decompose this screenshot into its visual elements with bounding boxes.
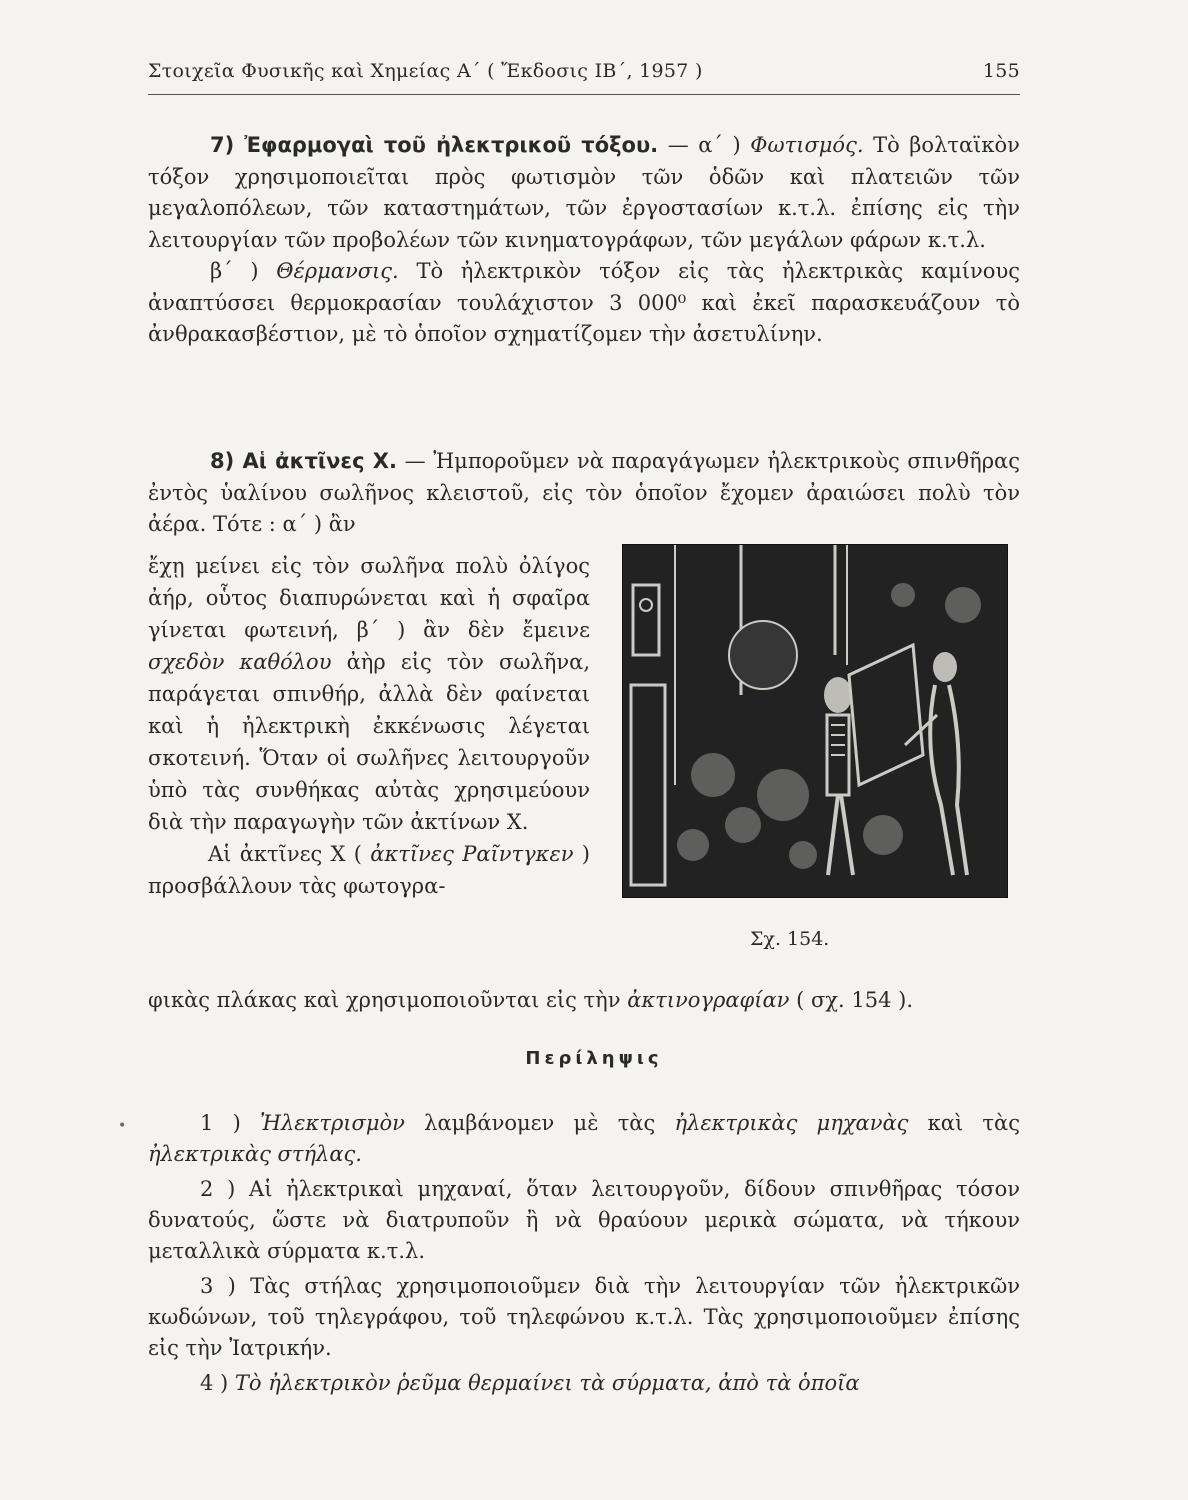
margin-mark: • (118, 1118, 127, 1134)
xray-figure (622, 544, 1008, 898)
sub-a-label: — α΄ ) (667, 133, 741, 157)
summary-item-text: καὶ τὰς (927, 1111, 1020, 1135)
section-8-intro-text: — Ἠμποροῦμεν νὰ παραγάγωμεν ἠλεκτρικοὺς σπινθῆρας ἐντὸς ὑαλίνου σωλῆνος κλειστοῦ, εἰς τὸν ὁποῖον ἔχομεν ἀραιώσει πολὺ τὸν ἀέρα. Τότε : α΄ ) ἂν (148, 449, 1020, 536)
section-8-heading: 8) Αἱ ἀκτῖνες Χ. (210, 449, 397, 473)
summary-item-number: 3 ) (200, 1274, 236, 1298)
cont-text: φικὰς πλάκας καὶ χρησιμοποιοῦνται εἰς τὴν (148, 988, 621, 1012)
col-text-4: ) προσβάλλουν τὰς φωτογρα- (148, 842, 590, 898)
summary-item-text: Αἱ ἠλεκτρικαὶ μηχαναί, ὅταν λειτουργοῦν, δίδουν σπινθῆρας τόσον δυνατούς, ὥστε νὰ διατρυποῦν ἢ νὰ θραύουν μερικὰ σώματα, νὰ τήκουν μεταλλικὰ σύρματα κ.τ.λ. (148, 1177, 1020, 1263)
col-text-2: ἀὴρ εἰς τὸν σωλῆνα, παράγεται σπινθήρ, ἀλλὰ δὲν φαίνεται καὶ ἡ ἠλεκτρικὴ ἐκκένωσις λέγεται σκοτεινή. Ὅταν οἱ σωλῆνες λειτουργοῦν ὑπὸ τὰς συνθήκας αὐτὰς χρησιμεύουν διὰ τὴν παραγωγὴν τῶν ἀκτίνων Χ. (148, 650, 591, 834)
running-title: Στοιχεῖα Φυσικῆς καὶ Χημείας Α΄ ( Ἔκδοσις ΙΒ΄, 1957 ) (148, 60, 703, 82)
summary-item-italic: Ἠλεκτρισμὸν (260, 1111, 405, 1135)
cont-end: ( σχ. 154 ). (796, 988, 913, 1012)
wrapped-text-column (148, 550, 590, 902)
summary-list (148, 1108, 1020, 1403)
summary-item (148, 1174, 1020, 1267)
summary-item (148, 1108, 1020, 1170)
page-number: 155 (982, 60, 1020, 82)
xray-illustration (623, 545, 1007, 897)
col-italic-2: ἀκτῖνες Ραῖντγκεν (370, 842, 574, 866)
summary-item-text: Τὰς στήλας χρησιμοποιοῦμεν διὰ τὴν λειτουργίαν τῶν ἠλεκτρικῶν κωδώνων, τοῦ τηλεγράφου, τοῦ τηλεφώνου κ.τ.λ. Τὰς χρησιμοποιοῦμεν ἐπίσης εἰς τὴν Ἰατρικήν. (148, 1274, 1020, 1360)
sub-b-label: β΄ ) (210, 259, 259, 283)
summary-item-number: 1 ) (200, 1111, 241, 1135)
summary-title: Περίληψις (525, 1048, 663, 1069)
summary-item-text: λαμβάνομεν μὲ τὰς (424, 1111, 656, 1135)
summary-item-number: 2 ) (200, 1177, 236, 1201)
summary-item-number: 4 ) (200, 1371, 229, 1395)
sub-b-text: Τὸ ἠλεκτρικὸν τόξον εἰς τὰς ἠλεκτρικὰς καμίνους ἀναπτύσσει θερμοκρασίαν τουλάχιστον 3 000⁰ καὶ ἐκεῖ παρασκευάζουν τὸ ἀνθρακασβέστιον, μὲ τὸ ὁποῖον σχηματίζομεν τὴν ἀσετυλίνην. (148, 259, 1020, 346)
figure-caption: Σχ. 154. (750, 928, 830, 950)
section-8-intro (148, 446, 1020, 541)
section-7-paragraph (148, 130, 1020, 351)
summary-item (148, 1271, 1020, 1364)
section-7-heading: 7) Ἐφαρμογαὶ τοῦ ἠλεκτρικοῦ τόξου. (210, 133, 659, 157)
header-rule (148, 94, 1020, 95)
summary-item-italic: ἠλεκτρικὰς μηχανὰς (674, 1111, 909, 1135)
col-text-1: ἔχῃ μείνει εἰς τὸν σωλῆνα πολὺ ὀλίγος ἀήρ, οὗτος διαπυρώνεται καὶ ἡ σφαῖρα γίνεται φωτεινή, β΄ ) ἂν δὲν ἔμεινε (148, 554, 590, 642)
summary-item (148, 1368, 1020, 1399)
summary-item-italic: ἠλεκτρικὰς στήλας. (148, 1142, 362, 1166)
cont-italic: ἀκτινογραφίαν (627, 988, 790, 1012)
col-italic: σχεδὸν καθόλου (148, 650, 332, 674)
sub-b-title: Θέρμανσις. (276, 259, 399, 283)
col-text-3: Αἱ ἀκτῖνες Χ ( (208, 842, 362, 866)
section-8-continuation (148, 984, 1020, 1016)
summary-item-italic: Τὸ ἠλεκτρικὸν ῥεῦμα θερμαίνει τὰ σύρματα, ἀπὸ τὰ ὁποῖα (234, 1371, 860, 1395)
running-header (148, 60, 1020, 82)
sub-a-title: Φωτισμός. (750, 133, 864, 157)
sub-a-text: Τὸ βολταϊκὸν τόξον χρησιμοποιεῖται πρὸς φωτισμὸν τῶν ὁδῶν καὶ πλατειῶν τῶν μεγαλοπόλεων, τῶν καταστημάτων, τῶν ἐργοστασίων κ.τ.λ. ἐπίσης εἰς τὴν λειτουργίαν τῶν προβολέων τῶν κινηματογράφων, τῶν μεγάλων φάρων κ.τ.λ. (148, 133, 1020, 252)
